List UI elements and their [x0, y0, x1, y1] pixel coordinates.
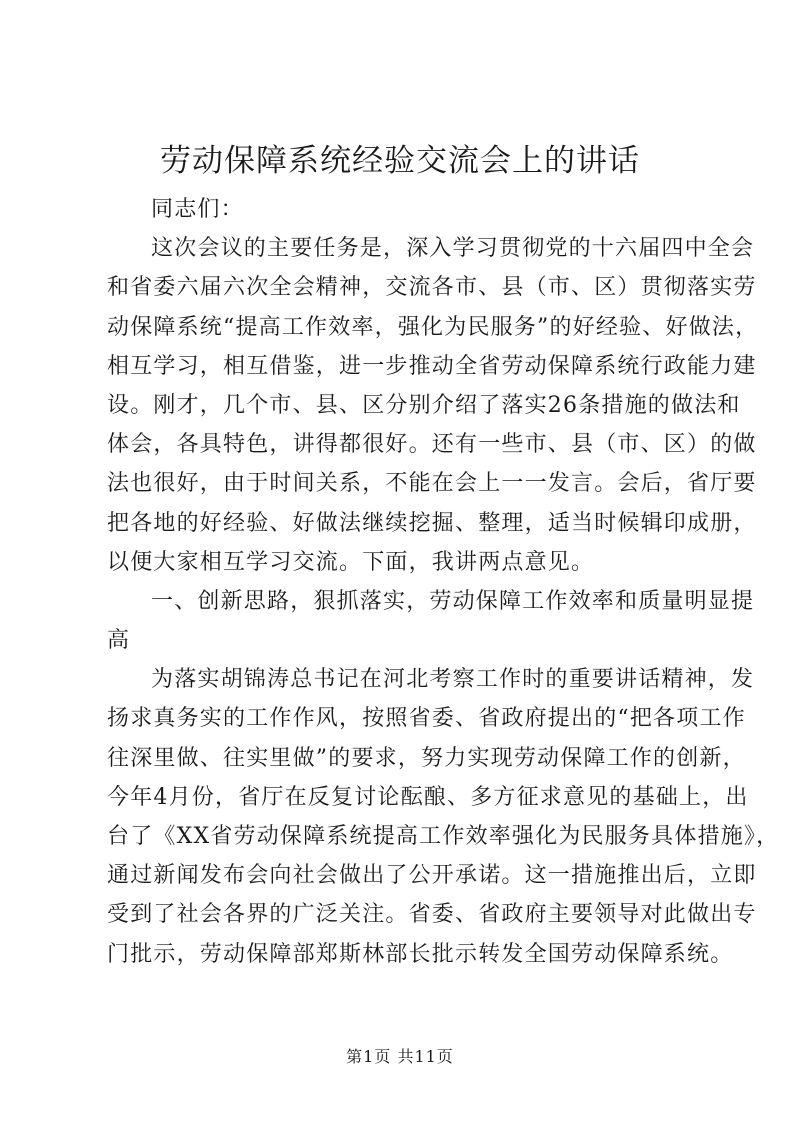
section-heading-line: 高: [107, 628, 131, 654]
paragraph-line: 这次会议的主要任务是，深入学习贯彻党的十六届四中全会: [151, 236, 755, 262]
page-number: 第1页 共11页: [346, 1047, 454, 1066]
paragraph-line: 体会，各具特色，讲得都很好。还有一些市、县（市、区）的做: [107, 432, 757, 458]
paragraph-line: 扬求真务实的工作作风，按照省委、省政府提出的“把各项工作: [107, 706, 746, 732]
paragraph-line: 门批示，劳动保障部郑斯林部长批示转发全国劳动保障系统。: [107, 941, 734, 967]
paragraph-line: 和省委六届六次全会精神，交流各市、县（市、区）贯彻落实劳: [107, 275, 757, 301]
paragraph-line: 动保障系统“提高工作效率，强化为民服务”的好经验、好做法，: [107, 314, 759, 340]
document-title: 劳动保障系统经验交流会上的讲话: [160, 143, 640, 179]
salutation: 同志们：: [151, 197, 244, 222]
paragraph-line: 台了《XX省劳动保障系统提高工作效率强化为民服务具体措施》，: [107, 824, 780, 849]
paragraph-line: 今年4月份，省厅在反复讨论酝酿、多方征求意见的基础上，出: [107, 784, 749, 810]
paragraph-line: 通过新闻发布会向社会做出了公开承诺。这一措施推出后，立即: [107, 863, 757, 889]
paragraph-line: 相互学习，相互借鉴，进一步推动全省劳动保障系统行政能力建: [107, 353, 757, 379]
paragraph-line: 设。刚才，几个市、县、区分别介绍了落实26条措施的做法和: [107, 392, 741, 418]
paragraph-line: 为落实胡锦涛总书记在河北考察工作时的重要讲话精神，发: [151, 667, 755, 693]
paragraph-line: 法也很好，由于时间关系，不能在会上一一发言。会后，省厅要: [107, 471, 757, 497]
paragraph-line: 把各地的好经验、好做法继续挖掘、整理，适当时候辑印成册，: [107, 510, 757, 536]
paragraph-line: 往深里做、往实里做”的要求，努力实现劳动保障工作的创新，: [107, 745, 746, 771]
paragraph-line: 受到了社会各界的广泛关注。省委、省政府主要领导对此做出专: [107, 902, 757, 928]
paragraph-line: 以便大家相互学习交流。下面，我讲两点意见。: [107, 549, 595, 575]
document-body: [107, 190, 780, 974]
section-heading-line: 一、创新思路，狠抓落实，劳动保障工作效率和质量明显提: [151, 588, 755, 614]
